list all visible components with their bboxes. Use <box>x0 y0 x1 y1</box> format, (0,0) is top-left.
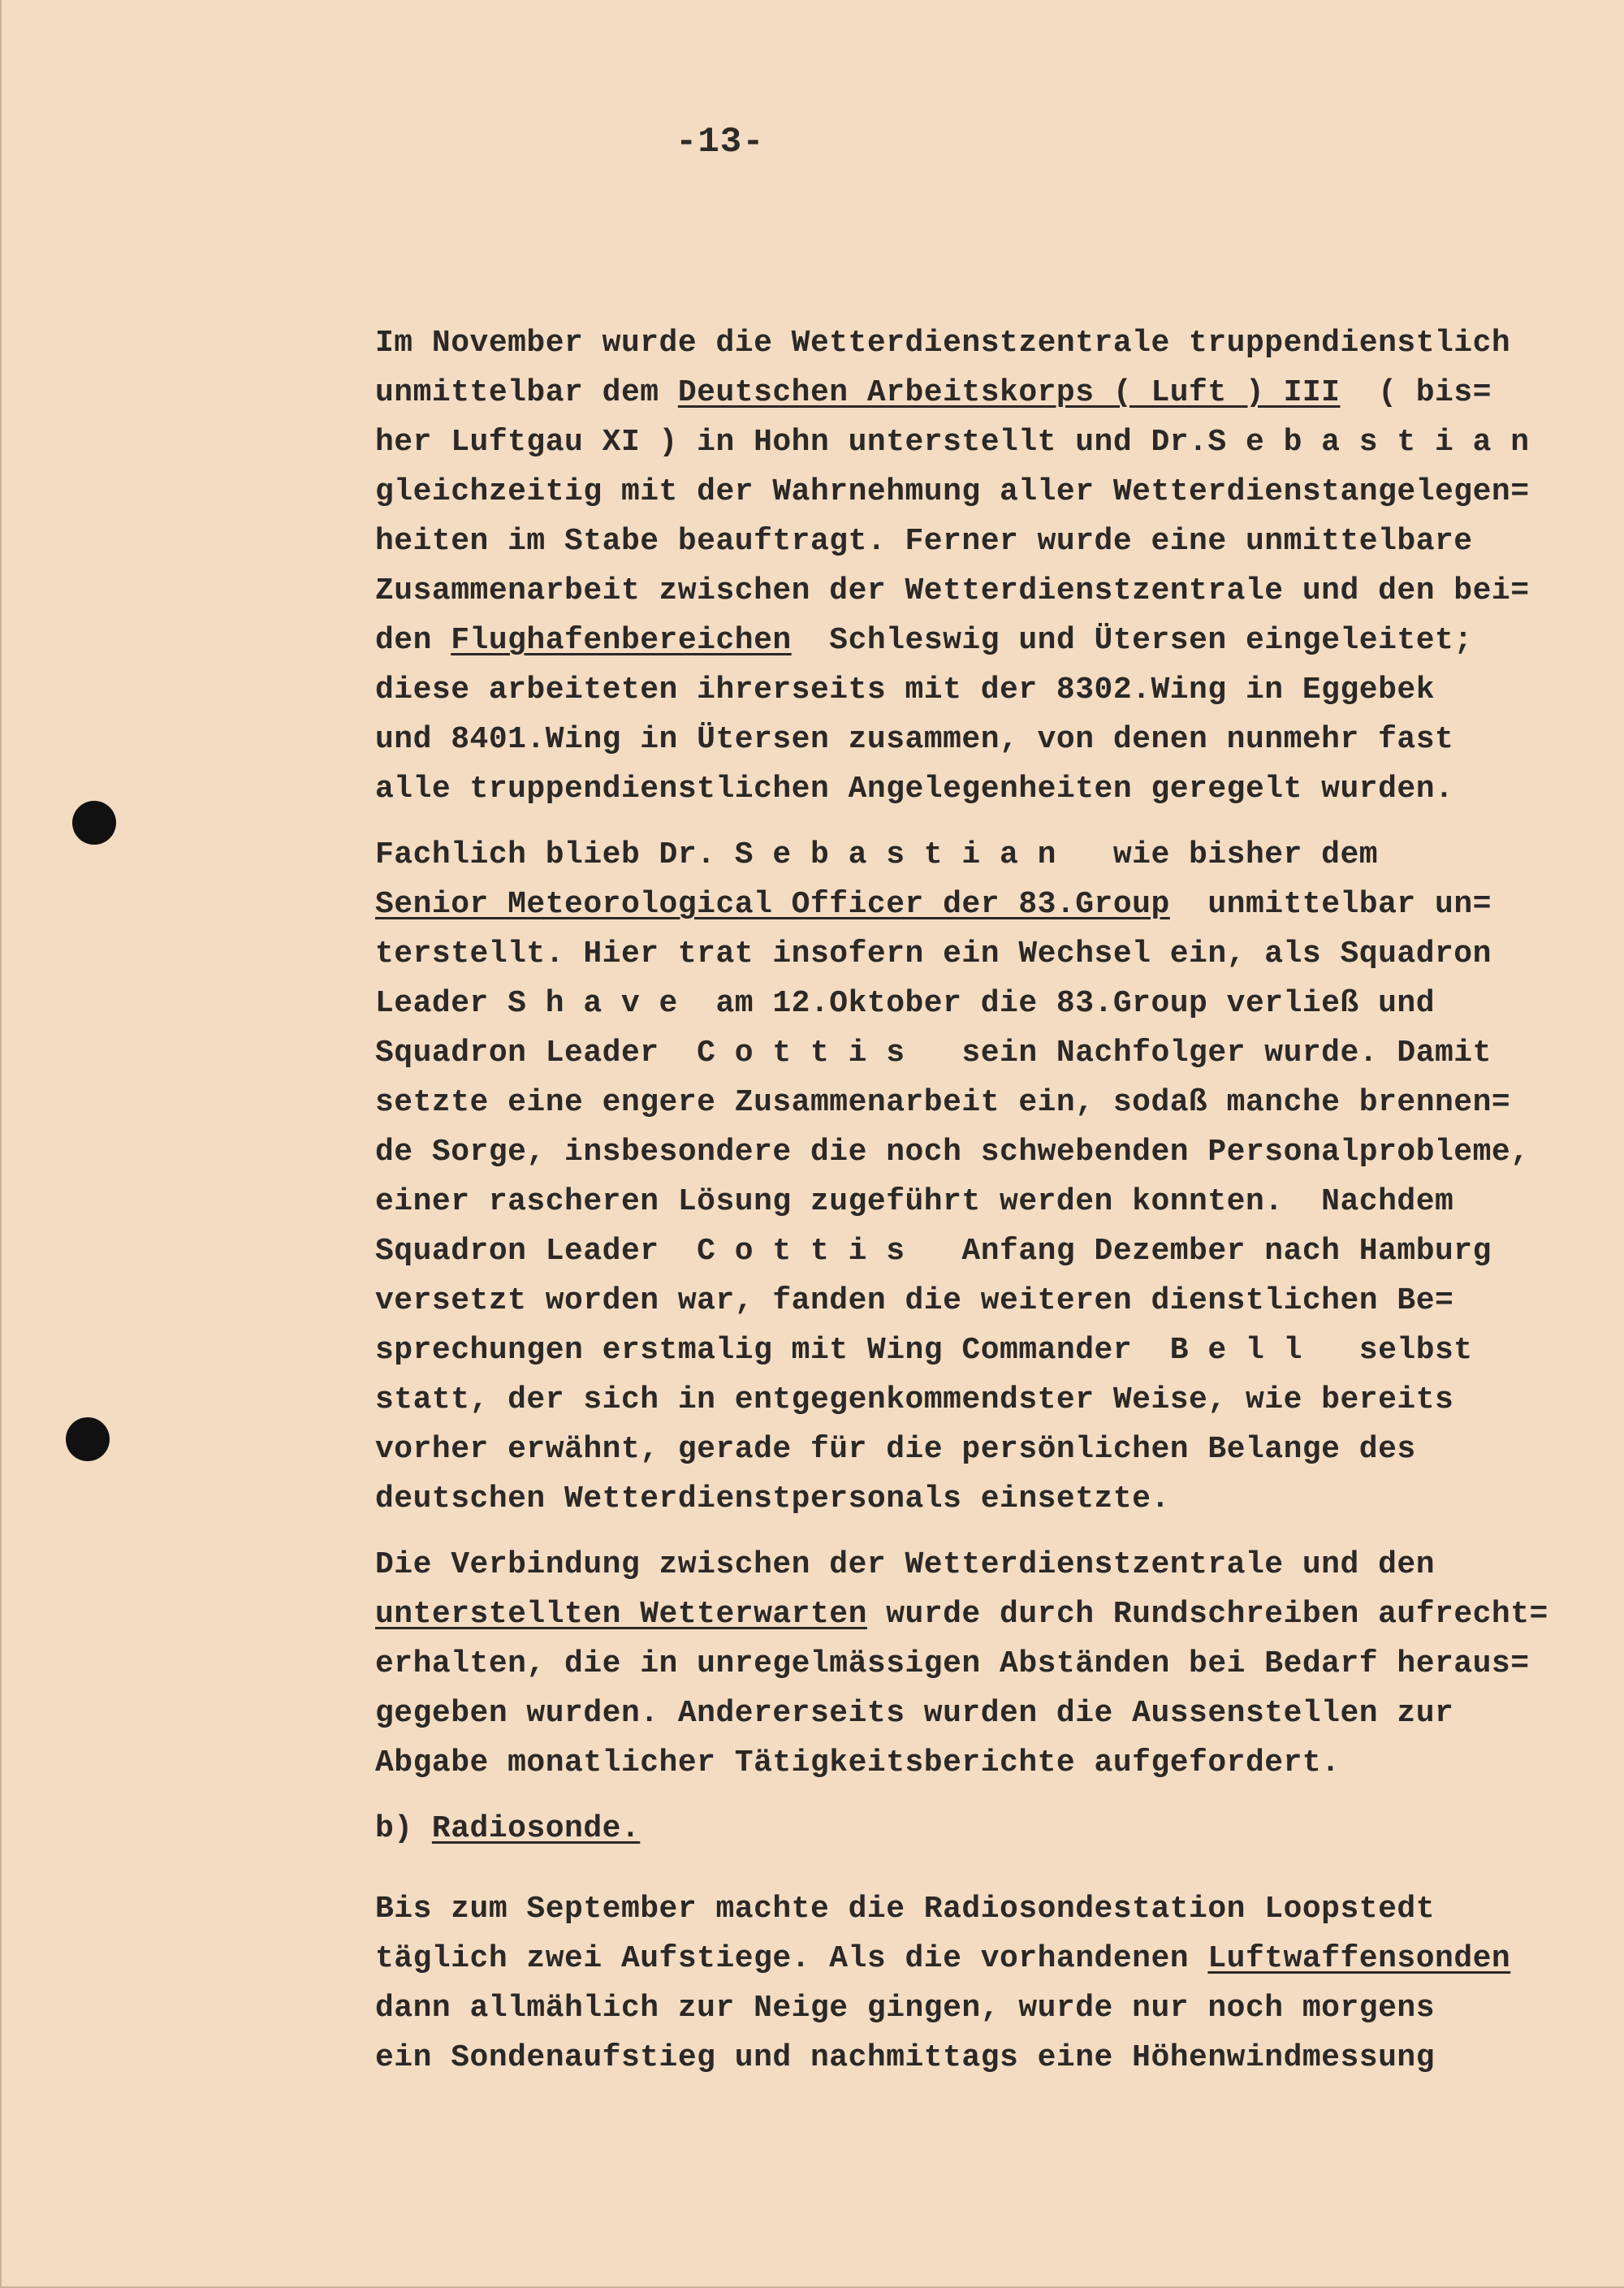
text-line: Bis zum September machte die Radiosondestation Loopstedt <box>375 1892 1436 1927</box>
text-line <box>375 1934 1609 1983</box>
paragraph-supervision <box>375 830 1609 1524</box>
section-label: b) <box>375 1811 432 1846</box>
paragraph-spacer <box>375 1788 1609 1804</box>
underlined-term: Flughafenbereichen <box>451 623 792 658</box>
text-line: dann allmählich zur Neige gingen, wurde nur noch morgens <box>375 1991 1436 2026</box>
text-segment: unmittelbar un= <box>1169 887 1492 922</box>
text-line: ein Sondenaufstieg und nachmittags eine Höhenwindmessung <box>375 2040 1436 2075</box>
text-line <box>375 368 1609 417</box>
text-segment: den <box>375 623 451 658</box>
paragraph-spacer <box>375 1524 1609 1540</box>
text-line: Squadron Leader C o t t i s Anfang Dezember nach Hamburg <box>375 1234 1492 1269</box>
section-title: Radiosonde. <box>431 1811 641 1846</box>
text-line: heiten im Stabe beauftragt. Ferner wurde eine unmittelbare <box>375 524 1473 559</box>
text-line: terstellt. Hier trat insofern ein Wechsel ein, als Squadron <box>375 936 1492 971</box>
text-segment: Schleswig und Ütersen eingeleitet; <box>791 623 1473 658</box>
text-line: alle truppendienstlichen Angelegenheiten geregelt wurden. <box>375 772 1454 807</box>
text-segment: täglich zwei Aufstiege. Als die vorhandenen <box>375 1941 1208 1976</box>
typed-text-body <box>375 318 1609 2083</box>
punch-hole-upper <box>72 801 116 845</box>
text-line <box>375 1804 1609 1853</box>
text-line: gleichzeitig mit der Wahrnehmung aller Wetterdienstangelegen= <box>375 474 1530 509</box>
text-segment: ( bis= <box>1340 375 1492 410</box>
text-line: diese arbeiteten ihrerseits mit der 8302.Wing in Eggebek <box>375 673 1436 707</box>
section-heading-radiosonde <box>375 1804 1609 1853</box>
text-segment: unmittelbar dem <box>375 375 678 410</box>
text-line: de Sorge, insbesondere die noch schwebenden Personalprobleme, <box>375 1135 1530 1170</box>
text-line: erhalten, die in unregelmässigen Abständen bei Bedarf heraus= <box>375 1646 1530 1681</box>
text-line: sprechungen erstmalig mit Wing Commander B e l l selbst <box>375 1333 1473 1368</box>
text-line: Zusammenarbeit zwischen der Wetterdienstzentrale und den bei= <box>375 573 1530 608</box>
paragraph-spacer <box>375 814 1609 830</box>
text-line: versetzt worden war, fanden die weiteren dienstlichen Be= <box>375 1283 1454 1318</box>
text-line: her Luftgau XI ) in Hohn unterstellt und Dr.S e b a s t i a n <box>375 425 1530 460</box>
text-line: Fachlich blieb Dr. S e b a s t i a n wie bisher dem <box>375 837 1379 872</box>
text-line <box>375 616 1609 665</box>
text-line: Squadron Leader C o t t i s sein Nachfolger wurde. Damit <box>375 1036 1492 1070</box>
punch-hole-lower <box>66 1417 110 1461</box>
text-segment: wurde durch Rundschreiben aufrecht= <box>866 1597 1548 1632</box>
underlined-term: Luftwaffensonden <box>1207 1941 1511 1976</box>
text-line: Leader S h a v e am 12.Oktober die 83.Group verließ und <box>375 986 1436 1021</box>
text-line: einer rascheren Lösung zugeführt werden konnten. Nachdem <box>375 1184 1454 1219</box>
text-line <box>375 1589 1609 1639</box>
text-line: und 8401.Wing in Ütersen zusammen, von denen nunmehr fast <box>375 722 1454 757</box>
text-line: vorher erwähnt, gerade für die persönlichen Belange des <box>375 1432 1416 1467</box>
underlined-term: unterstellten Wetterwarten <box>375 1597 867 1632</box>
text-line: Die Verbindung zwischen der Wetterdienstzentrale und den <box>375 1547 1436 1582</box>
text-line: Abgabe monatlicher Tätigkeitsberichte aufgefordert. <box>375 1745 1341 1780</box>
text-line: deutschen Wetterdienstpersonals einsetzte. <box>375 1481 1170 1516</box>
paragraph-organisation <box>375 318 1609 814</box>
paragraph-communication <box>375 1540 1609 1788</box>
paragraph-spacer <box>375 1853 1609 1884</box>
text-line <box>375 880 1609 929</box>
text-line: Im November wurde die Wetterdienstzentrale truppendienstlich <box>375 326 1511 361</box>
underlined-term: Deutschen Arbeitskorps ( Luft ) III <box>677 375 1341 410</box>
underlined-term: Senior Meteorological Officer der 83.Group <box>375 887 1170 922</box>
text-line: setzte eine engere Zusammenarbeit ein, sodaß manche brennen= <box>375 1085 1511 1120</box>
text-line: gegeben wurden. Andererseits wurden die Aussenstellen zur <box>375 1696 1454 1731</box>
paragraph-radiosonde <box>375 1884 1609 2083</box>
page-number: -13- <box>676 122 765 162</box>
text-line: statt, der sich in entgegenkommendster Weise, wie bereits <box>375 1382 1454 1417</box>
